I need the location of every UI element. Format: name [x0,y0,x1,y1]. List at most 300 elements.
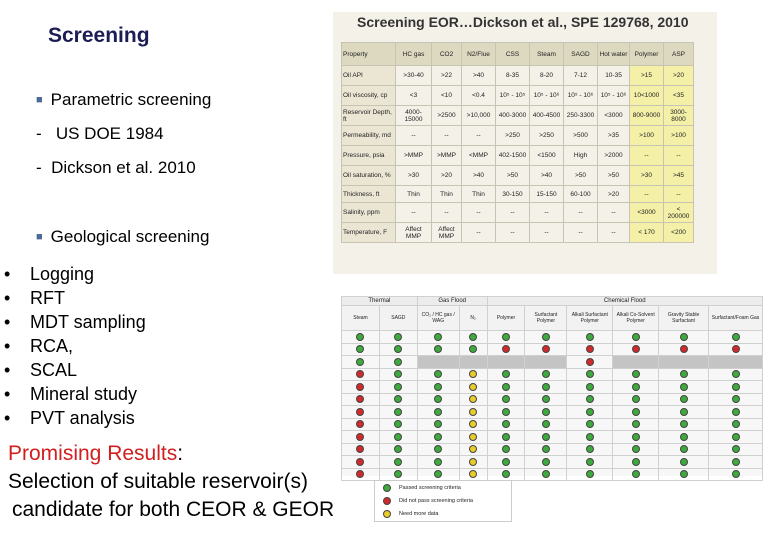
screening-cell [459,331,487,344]
green-status-dot-icon [586,420,594,428]
screening-row [342,468,763,481]
dickson-value-cell: Thin [462,186,496,203]
screening-cell [487,456,525,469]
screening-cell [613,406,659,419]
eor-screening-matrix [341,296,763,481]
screening-row [342,368,763,381]
green-status-dot-icon [586,333,594,341]
dickson-screening-table-image [333,12,717,274]
screening-cell [342,468,380,481]
dash-marker: - [36,124,56,143]
method-column-header: Gravity Stable Surfactant [659,306,709,331]
green-status-dot-icon [434,395,442,403]
dickson-value-cell: Affect MMP [396,223,432,243]
dickson-table-heading: Screening EOR…Dickson et al., SPE 129768, 2010 [357,14,689,30]
yellow-status-dot-icon [469,458,477,466]
green-status-dot-icon [394,470,402,478]
dickson-value-cell: 7-12 [564,66,598,86]
method-column-header: Steam [342,306,380,331]
dickson-value-cell: >2000 [598,146,630,166]
dickson-value-cell: -- [432,203,462,223]
dickson-value-cell: <3000 [630,203,664,223]
dickson-row [342,223,694,243]
method-column-header: N₂ [459,306,487,331]
red-status-dot-icon [632,345,640,353]
green-status-dot-icon [542,408,550,416]
screening-cell [525,343,567,356]
screening-row [342,406,763,419]
green-status-dot-icon [502,420,510,428]
red-status-dot-icon [586,358,594,366]
screening-cell [525,456,567,469]
dickson-property-cell: Oil viscosity, cp [342,86,396,106]
green-status-dot-icon [434,445,442,453]
screening-cell [659,418,709,431]
green-status-dot-icon [632,408,640,416]
dickson-value-cell: < 170 [630,223,664,243]
screening-row [342,356,763,369]
screening-cell [342,406,380,419]
green-status-dot-icon [632,420,640,428]
red-status-dot-icon [732,345,740,353]
green-status-dot-icon [632,470,640,478]
green-status-dot-icon [356,358,364,366]
screening-cell [342,368,380,381]
dickson-value-cell: -- [630,186,664,203]
screening-cell [459,406,487,419]
dickson-value-cell: >20 [598,186,630,203]
screening-cell [487,343,525,356]
dickson-column-header: CSS [496,43,530,66]
dickson-value-cell: Affect MMP [432,223,462,243]
dickson-value-cell: -- [598,223,630,243]
dickson-header-row [342,43,694,66]
dickson-value-cell: 8-35 [496,66,530,86]
screening-row [342,456,763,469]
source-item-doe [36,124,164,144]
dash-marker: - [36,158,52,177]
red-status-dot-icon [356,395,364,403]
green-status-dot-icon [732,333,740,341]
screening-cell [417,381,459,394]
bullet-text: RFT [30,288,65,308]
screening-cell [487,331,525,344]
green-status-dot-icon [502,333,510,341]
green-status-dot-icon [586,445,594,453]
red-legend-dot-icon [383,497,391,505]
yellow-legend-dot-icon [383,510,391,518]
dickson-property-cell: Pressure, psia [342,146,396,166]
screening-cell [459,356,487,369]
method-header-row [342,306,763,331]
source-dickson-label: Dickson et al. 2010 [51,158,196,177]
dickson-property-cell: Reservoir Depth, ft [342,106,396,126]
bullet-item: • Mineral study [4,384,138,404]
dickson-value-cell: 15-150 [530,186,564,203]
green-status-dot-icon [542,458,550,466]
screening-cell [613,343,659,356]
screening-cell [567,431,613,444]
dickson-value-cell: 8-20 [530,66,564,86]
legend-item [375,481,511,494]
screening-cell [709,368,763,381]
screening-cell [342,331,380,344]
screening-row [342,431,763,444]
method-column-header: Alkali Surfactant Polymer [567,306,613,331]
screening-cell [567,381,613,394]
dickson-value-cell: >MMP [396,146,432,166]
green-legend-dot-icon [383,484,391,492]
green-status-dot-icon [680,395,688,403]
screening-cell [525,418,567,431]
dickson-row [342,146,694,166]
dickson-value-cell: >50 [496,166,530,186]
red-status-dot-icon [586,345,594,353]
green-status-dot-icon [394,408,402,416]
green-status-dot-icon [680,420,688,428]
geological-screening-label: Geological screening [50,227,210,246]
dickson-value-cell: <0.4 [462,86,496,106]
screening-cell [417,456,459,469]
green-status-dot-icon [586,408,594,416]
slide-title: Screening [48,24,150,47]
yellow-status-dot-icon [469,420,477,428]
green-status-dot-icon [356,345,364,353]
green-status-dot-icon [586,370,594,378]
geological-bullet-list [4,262,146,430]
dickson-value-cell: -- [462,223,496,243]
green-status-dot-icon [732,370,740,378]
screening-cell [379,343,417,356]
dickson-row [342,166,694,186]
screening-cell [417,331,459,344]
dickson-value-cell: >40 [462,166,496,186]
green-status-dot-icon [632,383,640,391]
screening-cell [342,381,380,394]
dickson-property-cell: Oil saturation, % [342,166,396,186]
screening-cell [613,443,659,456]
dickson-value-cell: -- [462,203,496,223]
green-status-dot-icon [502,395,510,403]
dickson-value-cell: <MMP [462,146,496,166]
screening-cell [525,406,567,419]
geological-screening-item [36,227,209,247]
screening-row [342,331,763,344]
green-status-dot-icon [394,370,402,378]
dickson-value-cell: 3000-8000 [664,106,694,126]
screening-cell [709,468,763,481]
screening-cell [709,393,763,406]
screening-cell [709,331,763,344]
green-status-dot-icon [394,433,402,441]
dickson-value-cell: -- [396,126,432,146]
green-status-dot-icon [434,470,442,478]
screening-cell [567,393,613,406]
green-status-dot-icon [394,395,402,403]
legend-item [375,494,511,507]
screening-cell [487,431,525,444]
green-status-dot-icon [542,370,550,378]
dickson-column-header: Hot water [598,43,630,66]
green-status-dot-icon [632,395,640,403]
green-status-dot-icon [732,395,740,403]
green-status-dot-icon [542,420,550,428]
result-line-2: candidate for both CEOR & GEOR [12,498,335,521]
dickson-property-cell: Oil API [342,66,396,86]
green-status-dot-icon [434,383,442,391]
screening-cell [659,468,709,481]
dickson-value-cell: High [564,146,598,166]
green-status-dot-icon [586,458,594,466]
green-status-dot-icon [502,470,510,478]
green-status-dot-icon [502,445,510,453]
green-status-dot-icon [502,383,510,391]
dickson-value-cell: >22 [432,66,462,86]
screening-cell [567,343,613,356]
red-status-dot-icon [356,370,364,378]
green-status-dot-icon [732,433,740,441]
bullet-item: • SCAL [4,360,78,380]
screening-cell [525,381,567,394]
screening-cell [459,393,487,406]
red-status-dot-icon [502,345,510,353]
dickson-value-cell: >250 [530,126,564,146]
dickson-value-cell: >10,000 [462,106,496,126]
screening-cell [709,418,763,431]
screening-cell [459,418,487,431]
green-status-dot-icon [732,445,740,453]
dickson-row [342,66,694,86]
green-status-dot-icon [542,433,550,441]
dickson-property-cell: Temperature, F [342,223,396,243]
green-status-dot-icon [680,333,688,341]
screening-cell [417,393,459,406]
screening-cell [342,356,380,369]
dickson-value-cell: >35 [598,126,630,146]
screening-cell [613,331,659,344]
green-status-dot-icon [394,333,402,341]
yellow-status-dot-icon [469,370,477,378]
dickson-value-cell: >100 [664,126,694,146]
green-status-dot-icon [434,420,442,428]
screening-cell [459,456,487,469]
method-column-header: SAGD [379,306,417,331]
dickson-value-cell: 10⁵ - 10⁶ [598,86,630,106]
dickson-value-cell: >30 [396,166,432,186]
screening-cell [659,381,709,394]
green-status-dot-icon [732,408,740,416]
dickson-value-cell: <3000 [598,106,630,126]
green-status-dot-icon [542,470,550,478]
dickson-value-cell: >2500 [432,106,462,126]
method-column-header: Polymer [487,306,525,331]
dickson-row [342,203,694,223]
dickson-value-cell: 10-35 [598,66,630,86]
parametric-screening-item [36,90,211,110]
screening-cell [525,368,567,381]
screening-cell [342,443,380,456]
legend-label: Passed screening criteria [399,484,461,491]
screening-cell [417,343,459,356]
screening-cell [659,331,709,344]
dickson-value-cell: 10⁵ - 10⁶ [564,86,598,106]
legend-item [375,507,511,520]
dickson-value-cell: 4000-15000 [396,106,432,126]
screening-cell [567,356,613,369]
dickson-value-cell: -- [496,203,530,223]
green-status-dot-icon [469,333,477,341]
dickson-table [341,42,694,243]
dickson-row [342,126,694,146]
red-status-dot-icon [680,345,688,353]
screening-cell [417,418,459,431]
screening-cell [487,356,525,369]
green-status-dot-icon [680,433,688,441]
green-status-dot-icon [434,433,442,441]
green-status-dot-icon [542,445,550,453]
dickson-value-cell: <10 [432,86,462,106]
screening-cell [487,368,525,381]
group-header: Chemical Flood [487,297,762,306]
screening-row [342,393,763,406]
red-status-dot-icon [542,345,550,353]
green-status-dot-icon [542,383,550,391]
screening-row [342,381,763,394]
screening-cell [613,418,659,431]
screening-cell [659,456,709,469]
green-status-dot-icon [732,420,740,428]
green-status-dot-icon [394,458,402,466]
yellow-status-dot-icon [469,470,477,478]
parametric-screening-label: Parametric screening [50,90,212,109]
green-status-dot-icon [434,458,442,466]
promising-results-label: Promising Results [8,442,178,465]
screening-cell [459,343,487,356]
green-status-dot-icon [356,333,364,341]
screening-cell [659,443,709,456]
dickson-value-cell: -- [432,126,462,146]
dickson-value-cell: 30-150 [496,186,530,203]
screening-cell [525,468,567,481]
green-status-dot-icon [394,383,402,391]
bullet-text: PVT analysis [30,408,135,428]
dickson-value-cell: Thin [396,186,432,203]
dickson-value-cell: 400-4500 [530,106,564,126]
square-bullet-icon: ■ [36,231,43,243]
source-doe-label: US DOE 1984 [55,124,164,143]
screening-cell [659,343,709,356]
screening-cell [459,468,487,481]
screening-cell [659,406,709,419]
dickson-value-cell: <200 [664,223,694,243]
dickson-row [342,86,694,106]
screening-cell [379,443,417,456]
green-status-dot-icon [632,458,640,466]
dickson-value-cell: >20 [432,166,462,186]
dickson-property-cell: Permeability, md [342,126,396,146]
dickson-value-cell: >30 [630,166,664,186]
green-status-dot-icon [632,445,640,453]
green-status-dot-icon [394,445,402,453]
dickson-column-header: Property [342,43,396,66]
dickson-value-cell: -- [598,203,630,223]
green-status-dot-icon [434,408,442,416]
green-status-dot-icon [502,433,510,441]
red-status-dot-icon [356,458,364,466]
screening-cell [613,356,659,369]
dickson-value-cell: <35 [664,86,694,106]
screening-cell [342,431,380,444]
screening-cell [567,406,613,419]
yellow-status-dot-icon [469,445,477,453]
green-status-dot-icon [680,408,688,416]
bullet-item: • Logging [4,264,95,284]
dickson-value-cell: >100 [630,126,664,146]
screening-cell [379,356,417,369]
dickson-value-cell: 250-3300 [564,106,598,126]
dickson-column-header: Steam [530,43,564,66]
green-status-dot-icon [394,345,402,353]
green-status-dot-icon [732,470,740,478]
dickson-value-cell: <1500 [530,146,564,166]
red-status-dot-icon [356,420,364,428]
bullet-text: MDT sampling [30,312,146,332]
dickson-value-cell: -- [630,146,664,166]
dickson-column-header: CO2 [432,43,462,66]
square-bullet-icon: ■ [36,94,43,106]
screening-cell [342,343,380,356]
screening-cell [379,456,417,469]
screening-cell [659,393,709,406]
screening-cell [487,406,525,419]
eor-screening-matrix-image [341,296,763,476]
screening-cell [417,468,459,481]
dickson-value-cell: <3 [396,86,432,106]
screening-cell [487,443,525,456]
green-status-dot-icon [632,333,640,341]
screening-row [342,343,763,356]
screening-cell [659,356,709,369]
dickson-value-cell: -- [564,203,598,223]
group-header: Gas Flood [417,297,487,306]
green-status-dot-icon [680,445,688,453]
green-status-dot-icon [680,458,688,466]
green-status-dot-icon [632,370,640,378]
bullet-item: • PVT analysis [4,408,135,428]
screening-cell [525,443,567,456]
screening-cell [613,381,659,394]
dickson-value-cell: -- [462,126,496,146]
dickson-value-cell: < 200000 [664,203,694,223]
dickson-value-cell: Thin [432,186,462,203]
red-status-dot-icon [356,408,364,416]
promising-colon: : [177,442,184,465]
dickson-value-cell: -- [530,223,564,243]
green-status-dot-icon [680,370,688,378]
green-status-dot-icon [502,458,510,466]
dickson-value-cell: >MMP [432,146,462,166]
screening-cell [613,456,659,469]
method-column-header: Alkali Co-Solvent Polymer [613,306,659,331]
dickson-value-cell: >50 [564,166,598,186]
dickson-column-header: Polymer [630,43,664,66]
screening-cell [709,381,763,394]
screening-cell [487,381,525,394]
red-status-dot-icon [356,433,364,441]
bullet-text: Logging [30,264,95,284]
dickson-property-cell: Salinity, ppm [342,203,396,223]
bullet-text: SCAL [30,360,78,380]
